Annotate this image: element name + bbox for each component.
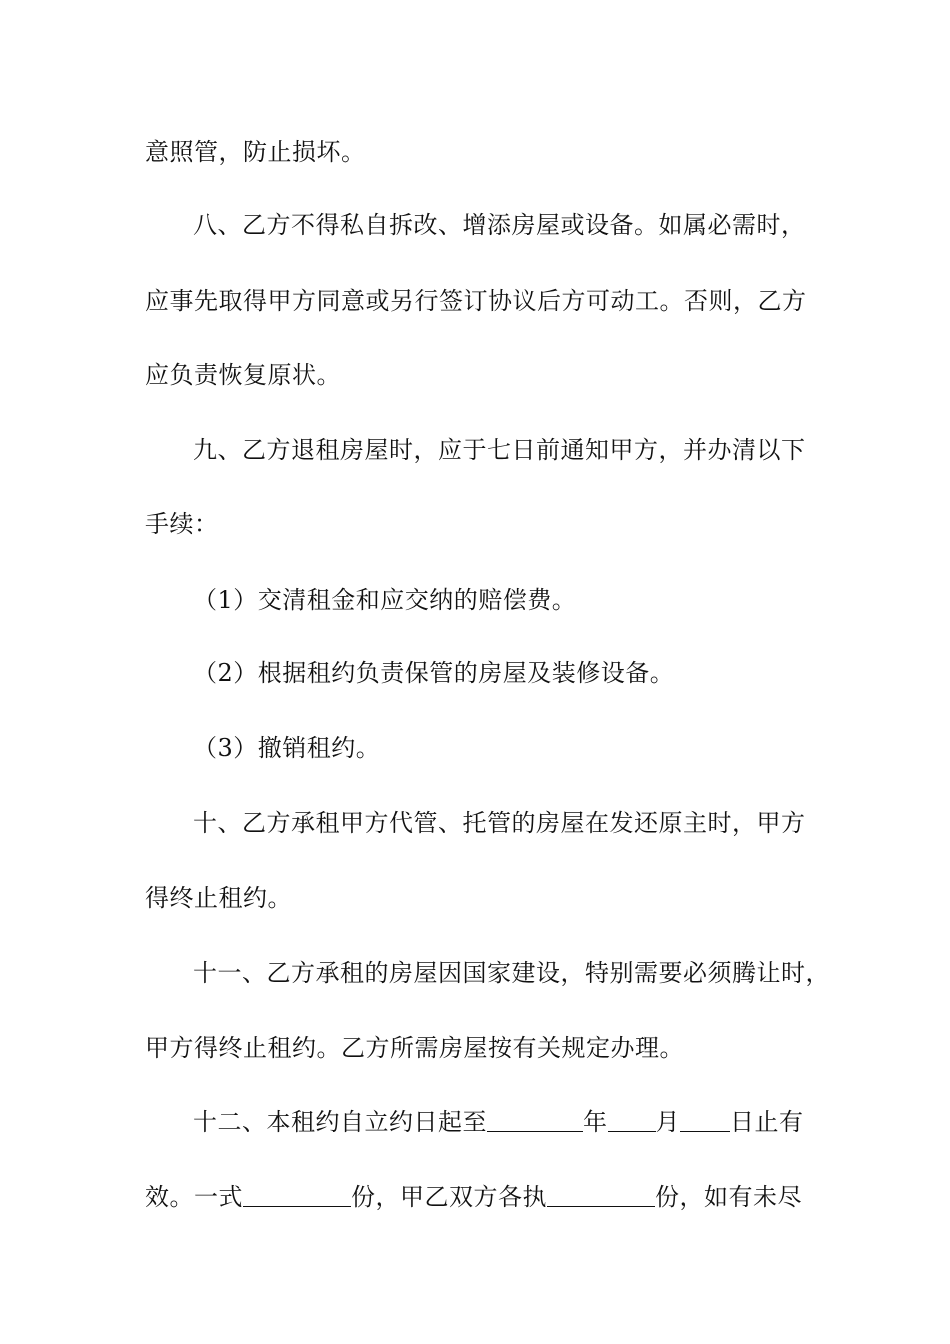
clause-8-line-3: 应负责恢复原状。 <box>145 361 341 389</box>
clause-12-line-2 <box>145 1182 802 1212</box>
clause-8-line-1: 八、乙方不得私自拆改、增添房屋或设备。如属必需时， <box>193 211 806 239</box>
each-holds-text: 份，甲乙双方各执 <box>351 1183 547 1211</box>
paragraph-line: 意照管，防止损坏。 <box>145 138 366 166</box>
clause-9-line-2: 手续： <box>145 510 219 538</box>
day-blank <box>680 1109 730 1132</box>
clause-10-line-1: 十、乙方承租甲方代管、托管的房屋在发还原主时，甲方 <box>193 809 806 837</box>
clause-9-item-1: （1）交清租金和应交纳的赔偿费。 <box>193 586 577 614</box>
clause-11-line-2: 甲方得终止租约。乙方所需房屋按有关规定办理。 <box>145 1034 684 1062</box>
each-copies-blank <box>547 1184 655 1207</box>
clause-9-item-3: （3）撤销租约。 <box>193 734 381 762</box>
clause-12-text: 十二、本租约自立约日起至 <box>193 1108 487 1136</box>
remaining-text: 份，如有未尽 <box>655 1183 802 1211</box>
clause-9-item-2: （2）根据租约负责保管的房屋及装修设备。 <box>193 659 675 687</box>
month-label: 月 <box>655 1108 680 1136</box>
clause-8-line-2: 应事先取得甲方同意或另行签订协议后方可动工。否则，乙方 <box>145 287 807 315</box>
month-blank <box>608 1109 656 1132</box>
copies-blank <box>243 1184 351 1207</box>
copies-text: 效。一式 <box>145 1183 243 1211</box>
clause-12-line-1 <box>193 1107 804 1137</box>
day-label: 日止有 <box>730 1108 804 1136</box>
clause-9-line-1: 九、乙方退租房屋时，应于七日前通知甲方，并办清以下 <box>193 436 806 464</box>
clause-10-line-2: 得终止租约。 <box>145 884 292 912</box>
year-blank <box>487 1109 583 1132</box>
clause-11-line-1: 十一、乙方承租的房屋因国家建设，特别需要必须腾让时， <box>193 959 830 987</box>
year-label: 年 <box>583 1108 608 1136</box>
